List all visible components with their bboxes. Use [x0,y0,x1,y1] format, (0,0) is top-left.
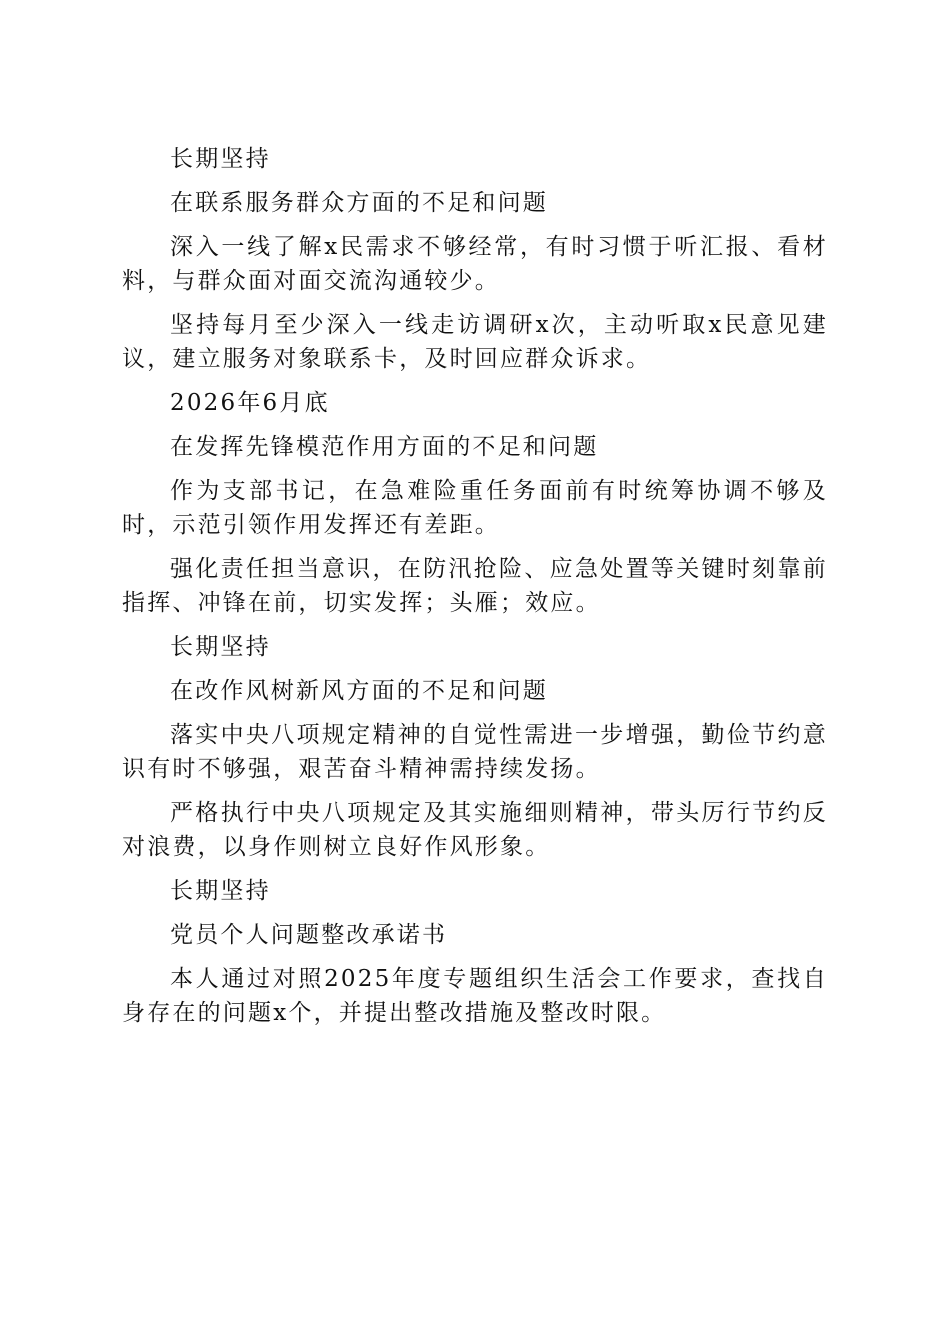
paragraph-heading-pledge: 党员个人问题整改承诺书 [170,922,448,948]
paragraph-heading-serving-masses: 在联系服务群众方面的不足和问题 [170,190,548,216]
paragraph-heading-work-style: 在改作风树新风方面的不足和问题 [170,678,548,704]
paragraph-deadline-long-term: 长期坚持 [170,146,271,172]
paragraph-problem-work-style: 落实中央八项规定精神的自觉性需进一步增强，勤俭节约意识有时不够强，艰苦奋斗精神需持续发扬。 [122,722,828,782]
document-page [122,142,828,1030]
paragraph-measure-vanguard-role: 强化责任担当意识，在防汛抢险、应急处置等关键时刻靠前指挥、冲锋在前，切实发挥；头雁；效应。 [122,556,828,616]
paragraph-deadline-june-2026: 2026年6月底 [170,390,330,416]
paragraph-problem-vanguard-role: 作为支部书记，在急难险重任务面前有时统筹协调不够及时，示范引领作用发挥还有差距。 [122,478,828,538]
paragraph-measure-work-style: 严格执行中央八项规定及其实施细则精神，带头厉行节约反对浪费，以身作则树立良好作风形象。 [122,800,828,860]
paragraph-measure-serving-masses: 坚持每月至少深入一线走访调研x次，主动听取x民意见建议，建立服务对象联系卡，及时回应群众诉求。 [122,312,828,372]
paragraph-problem-serving-masses: 深入一线了解x民需求不够经常，有时习惯于听汇报、看材料，与群众面对面交流沟通较少。 [122,234,828,294]
paragraph-deadline-long-term-2: 长期坚持 [170,634,271,660]
paragraph-deadline-long-term-3: 长期坚持 [170,878,271,904]
paragraph-heading-vanguard-role: 在发挥先锋模范作用方面的不足和问题 [170,434,599,460]
paragraph-pledge-intro: 本人通过对照2025年度专题组织生活会工作要求，查找自身存在的问题x个，并提出整改措施及整改时限。 [122,966,828,1026]
